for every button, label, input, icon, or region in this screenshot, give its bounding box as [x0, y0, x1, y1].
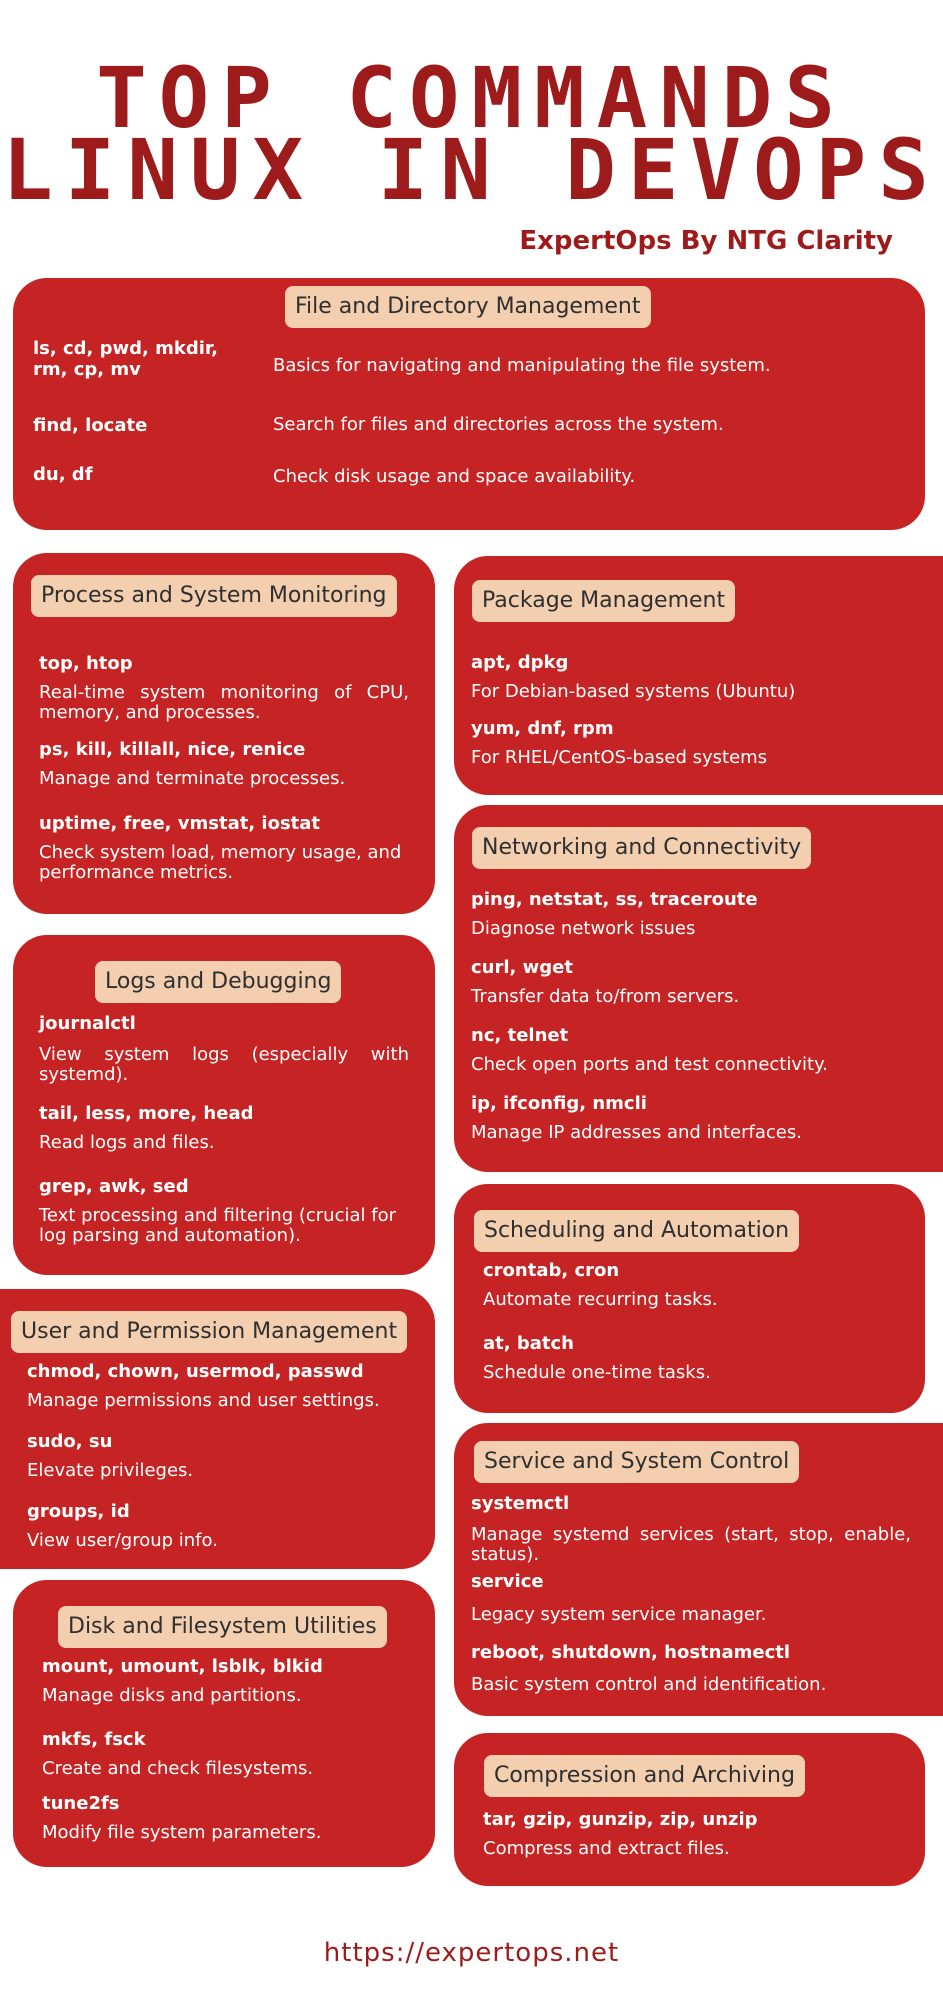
command-description: Manage permissions and user settings.: [27, 1390, 380, 1411]
section-title: Scheduling and Automation: [474, 1210, 799, 1252]
command-description: Search for files and directories across the system.: [273, 414, 724, 435]
command-name: crontab, cron: [483, 1260, 620, 1281]
section-disk-filesystem: [13, 1580, 435, 1867]
command-description: Transfer data to/from servers.: [471, 986, 740, 1007]
command-description: Text processing and filtering (crucial for log parsing and automation).: [39, 1205, 396, 1246]
title-line-2: LINUX IN DEVOPS: [2, 121, 941, 219]
section-process-monitoring: [13, 553, 435, 914]
command-description: Manage IP addresses and interfaces.: [471, 1122, 802, 1143]
section-title: Disk and Filesystem Utilities: [58, 1606, 387, 1648]
command-name: mount, umount, lsblk, blkid: [42, 1656, 323, 1677]
command-description: Diagnose network issues: [471, 918, 696, 939]
command-description: Real-time system monitoring of CPU, memory, and processes.: [39, 682, 409, 723]
command-name: uptime, free, vmstat, iostat: [39, 813, 321, 834]
command-name: apt, dpkg: [471, 652, 569, 673]
command-description: Elevate privileges.: [27, 1460, 194, 1481]
command-name: tune2fs: [42, 1793, 120, 1814]
command-name: find, locate: [33, 415, 148, 436]
command-description: View system logs (especially with systemd).: [39, 1044, 409, 1085]
command-name: curl, wget: [471, 957, 573, 978]
command-name: ps, kill, killall, nice, renice: [39, 739, 306, 760]
section-user-permission: [0, 1289, 435, 1569]
section-networking: [454, 805, 943, 1172]
command-description: View user/group info.: [27, 1530, 218, 1551]
command-name: grep, awk, sed: [39, 1176, 189, 1197]
command-name: mkfs, fsck: [42, 1729, 146, 1750]
command-name: tar, gzip, gunzip, zip, unzip: [483, 1809, 758, 1830]
section-title: Process and System Monitoring: [31, 575, 397, 617]
command-name: sudo, su: [27, 1431, 113, 1452]
section-title: Logs and Debugging: [95, 961, 341, 1003]
command-name: nc, telnet: [471, 1025, 569, 1046]
command-name: tail, less, more, head: [39, 1103, 254, 1124]
command-description: Check disk usage and space availability.: [273, 466, 636, 487]
command-name: chmod, chown, usermod, passwd: [27, 1361, 364, 1382]
section-package-management: [454, 556, 943, 795]
command-name: ip, ifconfig, nmcli: [471, 1093, 647, 1114]
command-description: Manage disks and partitions.: [42, 1685, 302, 1706]
command-name: ls, cd, pwd, mkdir, rm, cp, mv: [33, 338, 219, 380]
command-description: For RHEL/CentOS-based systems: [471, 747, 768, 768]
section-service-control: [454, 1423, 943, 1716]
section-title: File and Directory Management: [285, 286, 651, 328]
command-name: at, batch: [483, 1333, 574, 1354]
section-title: Package Management: [472, 580, 735, 622]
command-description: Automate recurring tasks.: [483, 1289, 718, 1310]
command-description: For Debian-based systems (Ubuntu): [471, 681, 796, 702]
command-name: groups, id: [27, 1501, 130, 1522]
subtitle: ExpertOps By NTG Clarity: [519, 226, 893, 256]
command-description: Create and check filesystems.: [42, 1758, 314, 1779]
section-title: Service and System Control: [474, 1441, 799, 1483]
website-link[interactable]: https://expertops.net: [323, 1938, 620, 1968]
command-description: Check system load, memory usage, and performance metrics.: [39, 842, 402, 883]
command-description: Schedule one-time tasks.: [483, 1362, 711, 1383]
command-description: Legacy system service manager.: [471, 1604, 767, 1625]
section-title: Networking and Connectivity: [472, 827, 811, 869]
section-scheduling: [454, 1184, 925, 1413]
section-file-directory: [13, 278, 925, 530]
section-compression: [454, 1733, 925, 1886]
command-name: ping, netstat, ss, traceroute: [471, 889, 758, 910]
command-description: Basic system control and identification.: [471, 1674, 827, 1695]
command-name: journalctl: [39, 1013, 136, 1034]
title-line-1: TOP COMMANDS: [96, 49, 847, 147]
command-name: service: [471, 1571, 544, 1592]
command-description: Modify file system parameters.: [42, 1822, 322, 1843]
command-description: Read logs and files.: [39, 1132, 215, 1153]
command-description: Check open ports and test connectivity.: [471, 1054, 828, 1075]
command-description: Compress and extract files.: [483, 1838, 730, 1859]
command-name: systemctl: [471, 1493, 570, 1514]
command-name: yum, dnf, rpm: [471, 718, 614, 739]
section-logs-debugging: [13, 935, 435, 1275]
command-name: du, df: [33, 464, 93, 485]
command-description: Manage systemd services (start, stop, enable, status).: [471, 1524, 911, 1565]
command-description: Manage and terminate processes.: [39, 768, 346, 789]
command-name: top, htop: [39, 653, 133, 674]
command-name: reboot, shutdown, hostnamectl: [471, 1642, 791, 1663]
section-title: User and Permission Management: [11, 1311, 407, 1353]
command-description: Basics for navigating and manipulating the file system.: [273, 355, 771, 376]
section-title: Compression and Archiving: [484, 1755, 805, 1797]
